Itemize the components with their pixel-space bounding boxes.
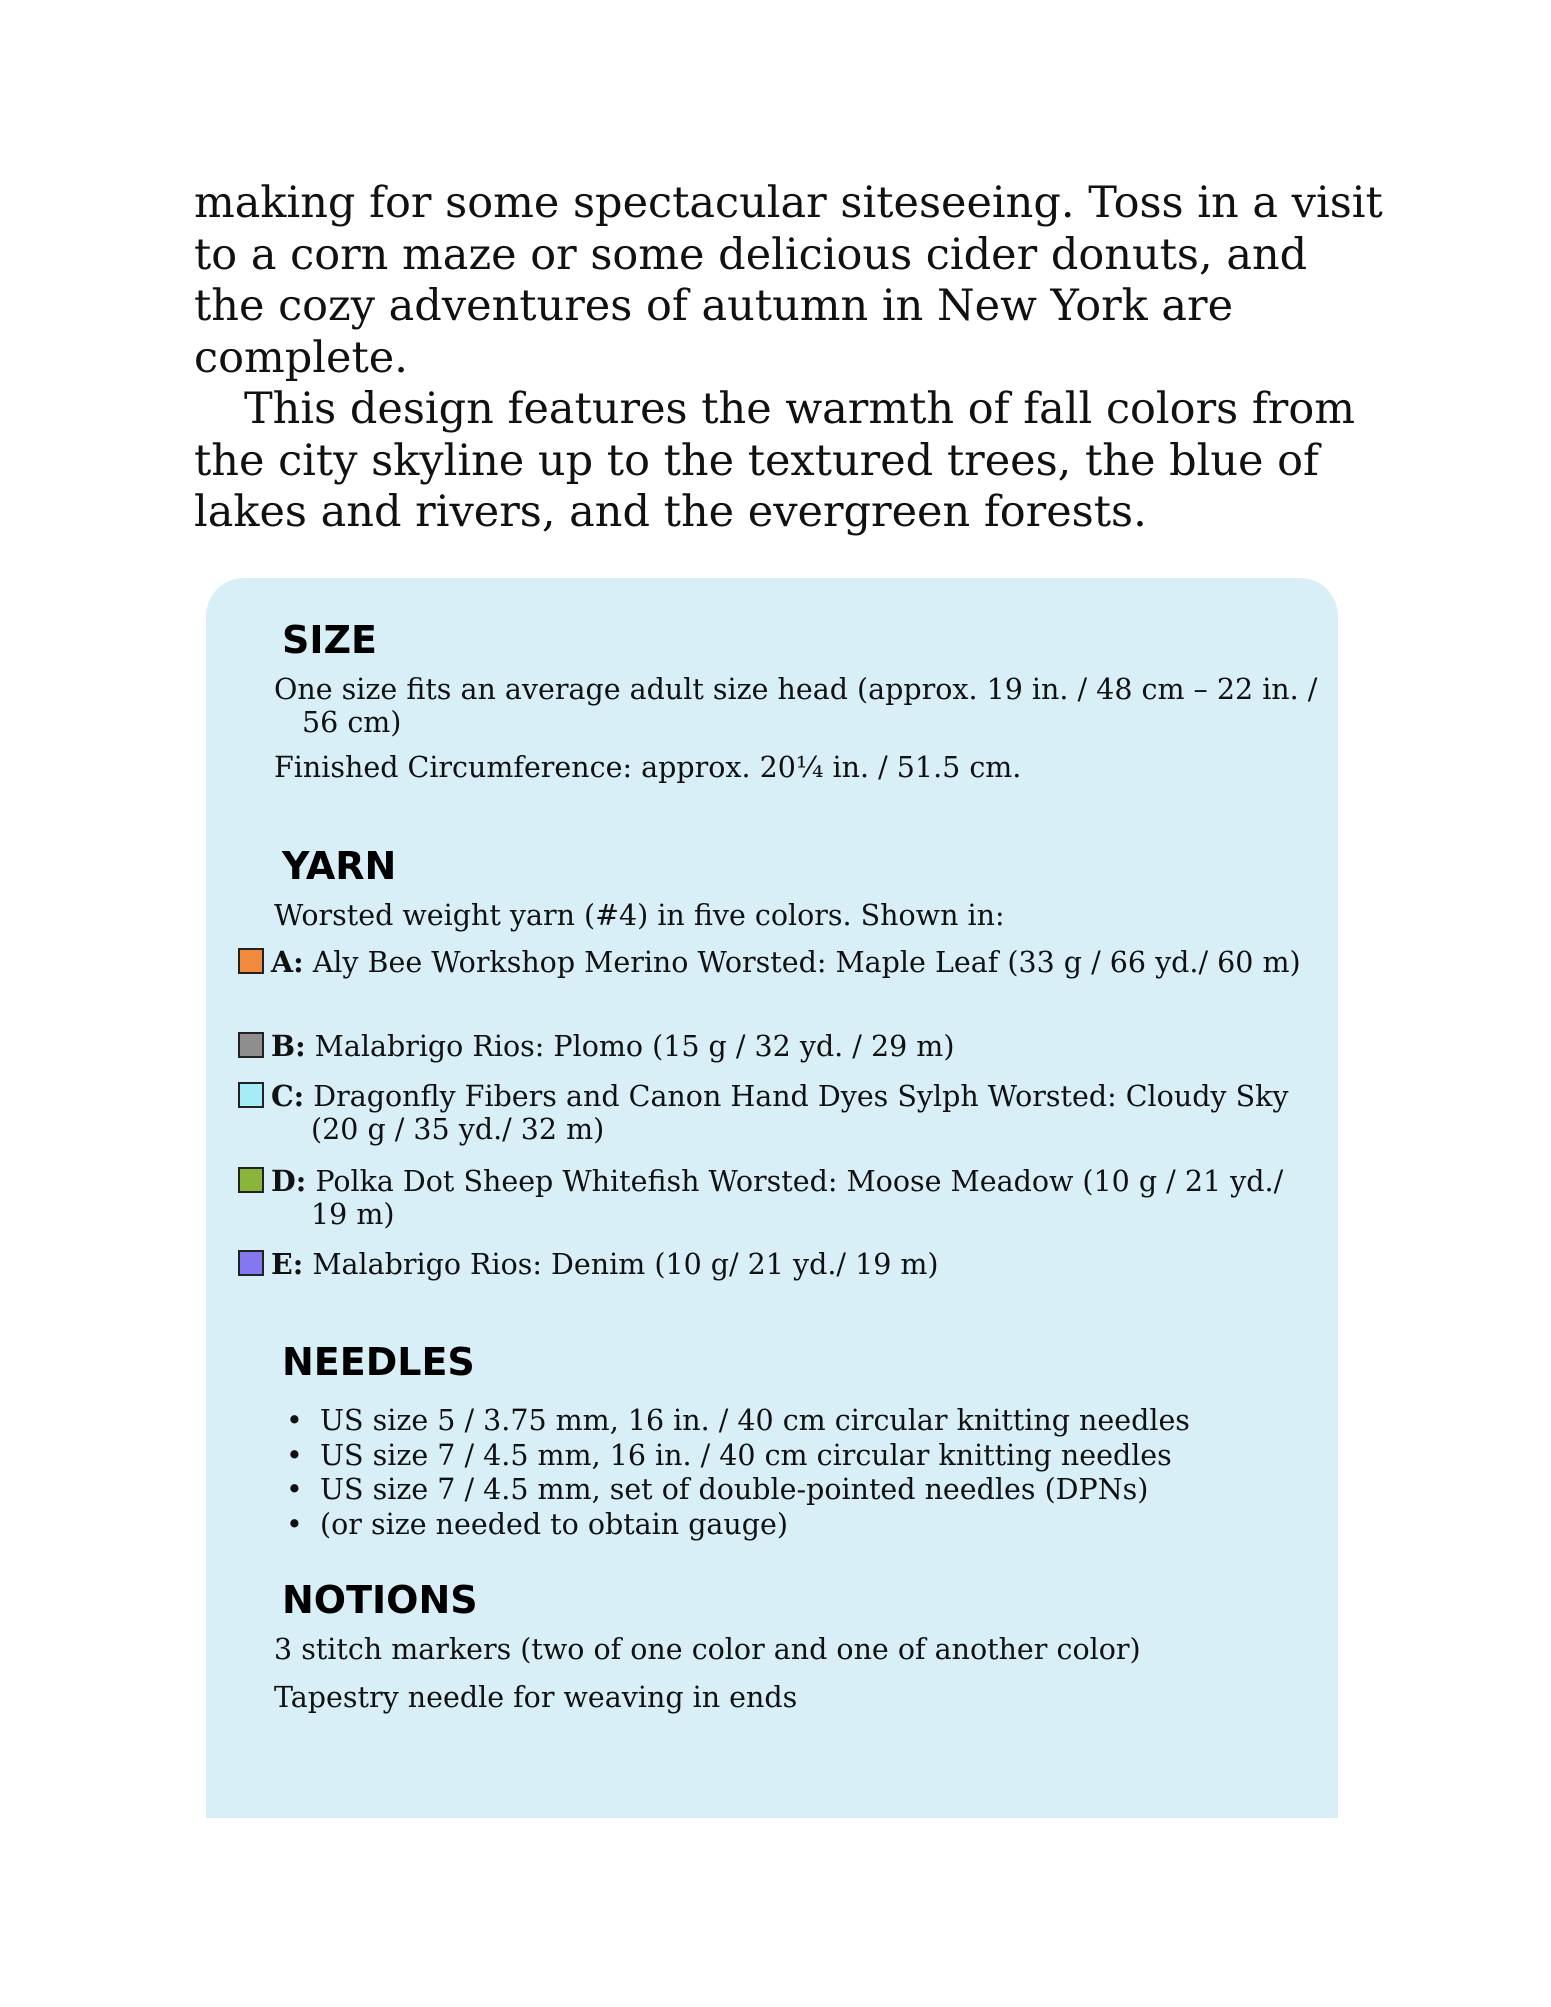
- yarn-description: Polka Dot Sheep Whitefish Worsted: Moose Meadow (10 g / 21 yd./ 19 m): [311, 1165, 1284, 1231]
- yarn-letter: D:: [271, 1164, 307, 1198]
- notions-item: Tapestry needle for weaving in ends: [274, 1681, 798, 1714]
- notions-heading: NOTIONS: [282, 1578, 478, 1622]
- needles-heading: NEEDLES: [282, 1340, 475, 1384]
- yarn-description: Aly Bee Workshop Merino Worsted: Maple Leaf (33 g / 66 yd./ 60 m): [312, 946, 1301, 979]
- yarn-heading: YARN: [282, 844, 397, 888]
- size-heading: SIZE: [282, 618, 378, 662]
- notions-item: 3 stitch markers (two of one color and one of another color): [274, 1633, 1141, 1666]
- yarn-description: Malabrigo Rios: Denim (10 g/ 21 yd./ 19 m): [312, 1248, 939, 1281]
- yarn-letter: B:: [271, 1029, 306, 1063]
- yarn-letter: C:: [271, 1079, 305, 1113]
- list-item: • (or size needed to obtain gauge): [282, 1508, 1190, 1543]
- needles-list: [282, 1404, 1190, 1542]
- intro-paragraph-1: making for some spectacular siteseeing. Toss in a visit to a corn maze or some delicious cider donuts, and the cozy adventures of autumn in New York are complete.: [194, 178, 1383, 383]
- swatch-purple: [238, 1250, 264, 1276]
- intro-paragraph-2: This design features the warmth of fall colors from the city skyline up to the textured trees, the blue of lakes and rivers, and the evergreen forests.: [194, 384, 1355, 537]
- yarn-description: Dragonfly Fibers and Canon Hand Dyes Sylph Worsted: Cloudy Sky (20 g / 35 yd./ 32 m): [311, 1080, 1289, 1146]
- swatch-orange: [238, 948, 264, 974]
- swatch-gray: [238, 1032, 264, 1058]
- list-item: • US size 7 / 4.5 mm, set of double-pointed needles (DPNs): [282, 1473, 1190, 1508]
- yarn-letter: E:: [271, 1247, 304, 1281]
- yarn-intro: Worsted weight yarn (#4) in five colors. Shown in:: [274, 899, 1005, 932]
- size-circumference: Finished Circumference: approx. 20¼ in. / 51.5 cm.: [274, 751, 1022, 784]
- list-item: • US size 7 / 4.5 mm, 16 in. / 40 cm circular knitting needles: [282, 1439, 1190, 1474]
- swatch-light-blue: [238, 1082, 264, 1108]
- swatch-green: [238, 1167, 264, 1193]
- size-fit: One size fits an average adult size head (approx. 19 in. / 48 cm – 22 in. / 56 cm): [274, 673, 1318, 739]
- yarn-letter: A:: [271, 945, 304, 979]
- intro-text: [194, 178, 1384, 539]
- list-item: • US size 5 / 3.75 mm, 16 in. / 40 cm circular knitting needles: [282, 1404, 1190, 1439]
- materials-panel: [206, 578, 1338, 1818]
- yarn-description: Malabrigo Rios: Plomo (15 g / 32 yd. / 29 m): [314, 1030, 955, 1063]
